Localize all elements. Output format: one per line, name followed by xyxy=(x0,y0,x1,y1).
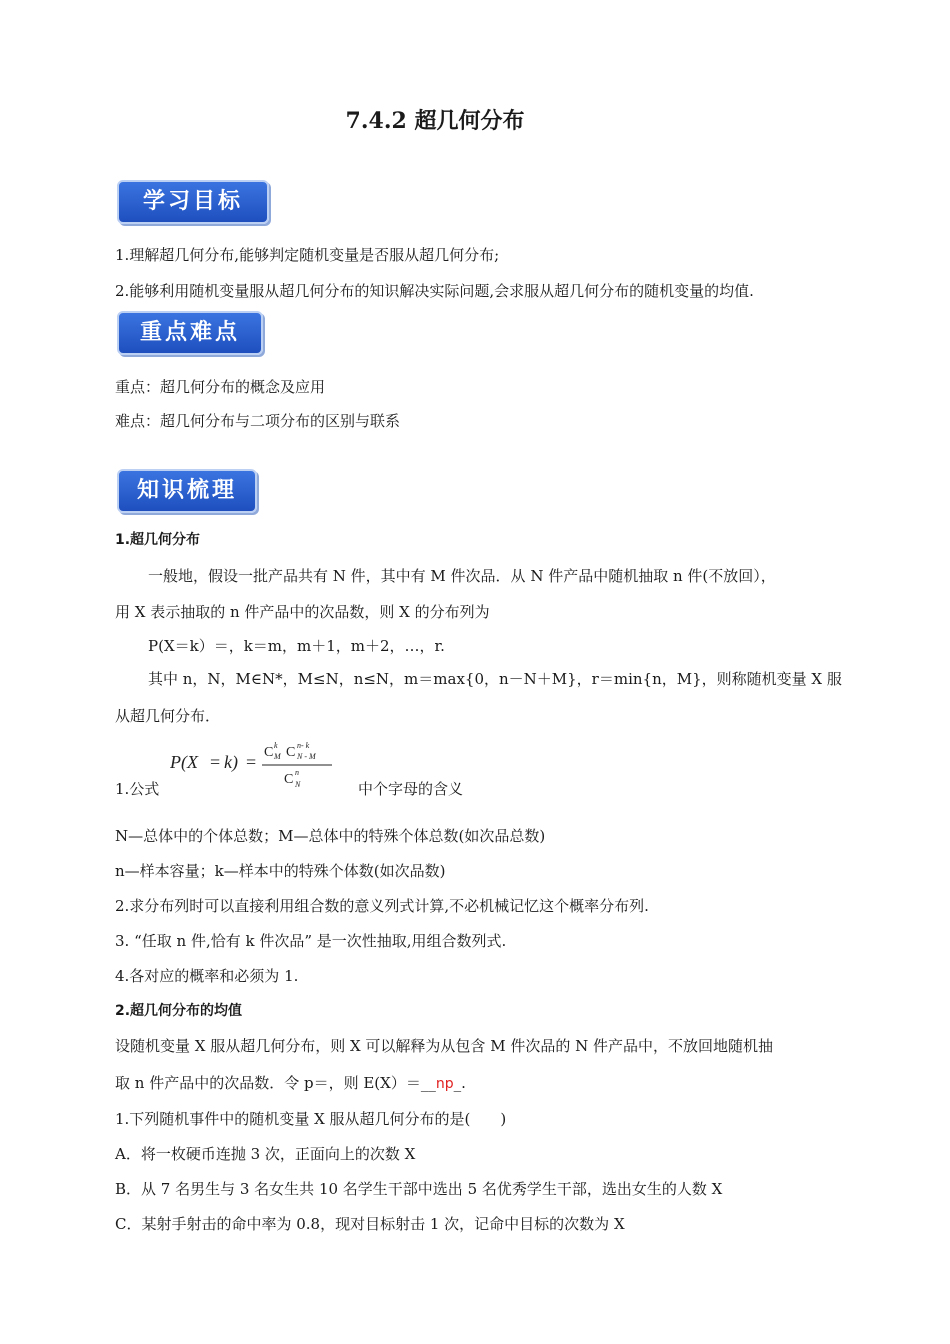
svg-text:=: = xyxy=(210,752,221,772)
section-2-heading: 2.超几何分布的均值 xyxy=(115,1003,243,1019)
key-point-important: 重点：超几何分布的概念及应用 xyxy=(115,378,326,396)
note-5: 4.各对应的概率和必须为 1. xyxy=(115,967,299,985)
hypergeometric-formula xyxy=(170,738,340,796)
svg-text:M: M xyxy=(274,752,281,761)
question-option-b: B．从 7 名男生与 3 名女生共 10 名学生干部中选出 5 名优秀学生干部，选出女生的人数 X xyxy=(115,1180,723,1198)
badge-learning-goals: 学习目标 xyxy=(117,180,269,224)
section-1-heading: 1.超几何分布 xyxy=(115,532,201,548)
svg-text:k: k xyxy=(274,741,278,750)
distribution-formula: P(X＝k）＝，k＝m，m＋1，m＋2，…，r. xyxy=(148,637,445,655)
svg-text:C: C xyxy=(284,772,294,787)
question-option-a: A．将一枚硬币连抛 3 次，正面向上的次数 X xyxy=(115,1145,416,1163)
svg-text:P(X: P(X xyxy=(170,752,198,772)
goal-item-1: 1.理解超几何分布,能够判定随机变量是否服从超几何分布; xyxy=(115,246,500,264)
page-title: 7.4.2 超几何分布 xyxy=(345,108,525,134)
note-4: 3. “任取 n 件,恰有 k 件次品” 是一次性抽取,用组合数列式. xyxy=(115,932,507,950)
definition-line-2: 用 X 表示抽取的 n 件产品中的次品数，则 X 的分布列为 xyxy=(115,603,490,621)
formula-suffix: 中个字母的含义 xyxy=(358,780,464,798)
svg-text:=: = xyxy=(246,752,257,772)
note-3: 2.求分布列时可以直接利用组合数的意义列式计算,不必机械记忆这个概率分布列. xyxy=(115,897,649,915)
badge-knowledge-review: 知识梳理 xyxy=(117,469,257,513)
mean-answer: np xyxy=(435,1076,454,1092)
svg-text:k): k) xyxy=(224,752,238,772)
mean-line-1: 设随机变量 X 服从超几何分布，则 X 可以解释为从包含 M 件次品的 N 件产品中，不放回地随机抽 xyxy=(115,1037,773,1055)
condition-line-2: 从超几何分布． xyxy=(115,707,221,725)
condition-line-1: 其中 n，N，M∈N*，M≤N，n≤N，m＝max{0，n－N＋M}，r＝min{n，M}，则称随机变量 X 服 xyxy=(148,670,842,688)
svg-text:C: C xyxy=(264,745,274,760)
svg-text:N - M: N - M xyxy=(297,752,316,761)
mean-line-2-text: 取 n 件产品中的次品数．令 p＝，则 E(X）＝__ xyxy=(115,1074,436,1092)
note-2: n—样本容量；k—样本中的特殊个体数(如次品数) xyxy=(115,862,446,880)
key-point-difficult: 难点：超几何分布与二项分布的区别与联系 xyxy=(115,412,401,430)
goal-item-2: 2.能够利用随机变量服从超几何分布的知识解决实际问题,会求服从超几何分布的随机变量的均值. xyxy=(115,282,754,300)
mean-line-2 xyxy=(115,1072,466,1093)
svg-text:n- k: n- k xyxy=(297,741,310,750)
note-1: N—总体中的个体总数；M—总体中的特殊个体总数(如次品总数) xyxy=(115,827,546,845)
definition-line-1: 一般地，假设一批产品共有 N 件，其中有 M 件次品．从 N 件产品中随机抽取 n 件(不放回）， xyxy=(148,567,776,585)
badge-key-points: 重点难点 xyxy=(117,311,263,355)
question-stem: 1.下列随机事件中的随机变量 X 服从超几何分布的是( ) xyxy=(115,1110,507,1128)
svg-text:C: C xyxy=(286,745,296,760)
mean-line-2-end: _. xyxy=(453,1074,466,1092)
formula-prefix: 1.公式 xyxy=(115,780,160,798)
svg-text:N: N xyxy=(295,780,301,789)
svg-text:n: n xyxy=(295,768,299,777)
question-option-c: C．某射手射击的命中率为 0.8，现对目标射击 1 次，记命中目标的次数为 X xyxy=(115,1215,625,1233)
